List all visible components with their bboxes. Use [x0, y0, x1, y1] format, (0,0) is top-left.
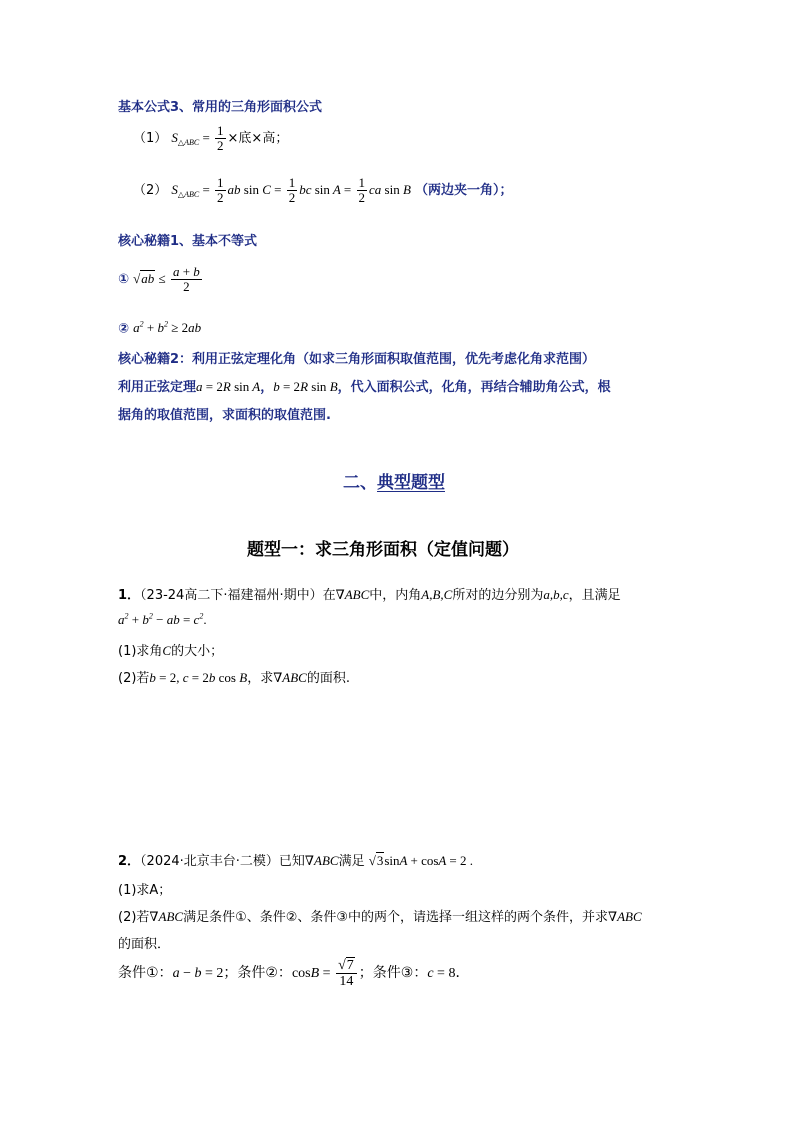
q2-stem: [118, 850, 473, 869]
q2-part2: [118, 906, 642, 925]
q1-stem-d: ，且满足: [568, 588, 621, 603]
q1-equation: $a^2 + b^2$ − ab = $c^2$.: [118, 612, 207, 628]
area-formula-2: $S_{\triangle ABC}$ = $\frac{1}{2}$ ab sin C = $\frac{1}{2}$ bc sin A = $\frac{1}{2}$ ca sin B: [171, 175, 411, 206]
q1-part2-a: (2)若: [118, 671, 150, 686]
q1-part2-given: b = 2, c = 2b cos B: [149, 670, 248, 685]
q2-stem-b: 满足: [338, 854, 365, 869]
q2-triangle: ∇ABC: [304, 853, 339, 868]
q1-condition: [118, 612, 207, 628]
chapter-heading: [343, 468, 445, 493]
circle-number-1: ①: [118, 271, 130, 287]
q1-stem-c: 所对的边分别为: [452, 588, 544, 603]
square-sum-formula: $a^2 + b^2 \ge 2ab$: [133, 320, 202, 336]
q1-angle-c: C: [162, 643, 172, 658]
secret2-title: 核心秘籍2：利用正弦定理化角（如求三角形面积取值范围，优先考虑化角求范围）: [118, 352, 596, 367]
q1-stem-a: 在: [322, 588, 336, 603]
q1-number: 1．: [118, 588, 141, 603]
q2-number: 2．: [118, 854, 141, 869]
sine-law-b: b = 2R sin B: [273, 379, 338, 394]
q1-part2-b: ，求: [247, 671, 274, 686]
q2-part1: (1)求A；: [118, 883, 172, 898]
item2-prefix: （2）: [133, 182, 168, 198]
q2-cond2-expr: cosB = $\frac{√7}{14}$: [292, 966, 359, 981]
q1-angles: A,B,C: [421, 587, 453, 602]
area-formula-1: $S_{\triangle ABC}$ = $\frac{1}{2}$: [171, 123, 224, 154]
inequality-2: [118, 320, 201, 336]
item1-tail: ×底×高；: [227, 130, 289, 146]
secret1-title: 核心秘籍1、基本不等式: [118, 234, 258, 249]
q2-conditions: [118, 958, 469, 990]
item1-prefix: （1）: [133, 130, 168, 146]
secret2-line2: 据角的取值范围，求面积的取值范围.: [118, 408, 331, 423]
q1-stem-b: 中，内角: [369, 588, 422, 603]
am-gm-formula: √ab ≤ $\frac{a + b}{2}$: [133, 264, 200, 295]
circle-number-2: ②: [118, 321, 130, 337]
q2-source: （2024·北京丰台·二模）: [140, 854, 279, 869]
secret2-line1-tail: ，代入面积公式，化角，再结合辅助角公式，根: [337, 380, 611, 395]
q2-cond1-label: 条件①：: [118, 965, 173, 982]
q2-part2-a: (2)若: [118, 910, 150, 925]
sine-law-a: a = 2R sin A: [196, 379, 261, 394]
q2-cond-end: ．: [455, 965, 470, 982]
formula3-item2: [133, 176, 513, 206]
q2-equation: √3sinA + cosA = 2 .: [368, 853, 473, 868]
q1-sides: a,b,c: [543, 587, 569, 602]
q2-part2-b: 满足条件①、条件②、条件③中的两个，请选择一组这样的两个条件，并求: [183, 910, 609, 925]
q1-part1: [118, 640, 223, 659]
q2-cond3-label: ；条件③：: [358, 965, 428, 982]
formula3-item1: [133, 124, 288, 154]
q2-cond3-expr: c = 8: [427, 966, 456, 982]
q1-triangle: ∇ABC: [335, 587, 370, 602]
chapter-title: 典型题型: [377, 473, 445, 493]
q1-part1-a: (1)求角: [118, 644, 163, 659]
secret2-line1: [118, 376, 611, 395]
formula3-title: 基本公式3、常用的三角形面积公式: [118, 100, 323, 115]
inequality-1: [118, 265, 204, 295]
q1-source: （23-24高二下·福建福州·期中）: [140, 588, 323, 603]
q2-cond1-expr: a − b = 2: [172, 966, 224, 982]
item2-note: （两边夹一角）；: [415, 182, 513, 198]
secret2-sep: ，: [260, 380, 274, 395]
q1-part2: [118, 667, 350, 686]
q1-stem: [118, 584, 621, 603]
q2-part2-triangle-2: ∇ABC: [608, 909, 642, 924]
q2-part2-triangle: ∇ABC: [149, 909, 184, 924]
chapter-prefix: 二、: [343, 473, 377, 493]
type1-heading: 题型一：求三角形面积（定值问题）: [247, 540, 519, 560]
secret2-line1-prefix: 利用正弦定理: [118, 380, 197, 395]
q1-part2-c: 的面积.: [306, 671, 350, 686]
q2-cond2-label: ；条件②：: [223, 965, 292, 982]
q2-stem-a: 已知: [278, 854, 305, 869]
q1-part2-triangle: ∇ABC: [273, 670, 307, 685]
q1-part1-b: 的大小；: [171, 644, 224, 659]
q2-part2-line2: 的面积．: [118, 937, 171, 952]
